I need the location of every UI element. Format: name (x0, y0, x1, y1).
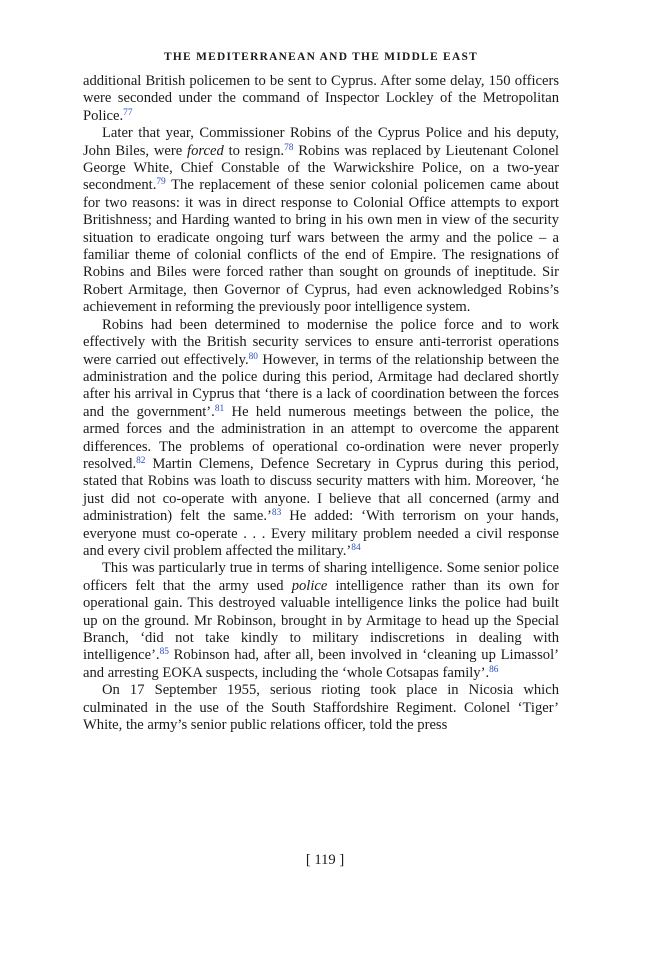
running-head: THE MEDITERRANEAN AND THE MIDDLE EAST (163, 51, 479, 63)
text-run: to resign. (223, 142, 285, 159)
text-run: This was particularly true in terms of sharing intelligence. Some senior police officers felt that the army used (83, 560, 559, 594)
text-run: Robins had been determined to modernise the police force and to work effectively with the British security services to ensure anti-terrorist operations were carried out effectively. (83, 316, 559, 368)
paragraph (83, 682, 559, 734)
text-run: However, in terms of the relationship between the administration and the police during this period, Armitage had declared shortly after his arrival in Cyprus that ‘there is a lack of coordination between the forces and the government’. (83, 351, 559, 420)
footnote-ref-82[interactable]: 82 (136, 455, 146, 466)
paragraph (83, 317, 559, 561)
footnote-ref-79[interactable]: 79 (156, 177, 166, 188)
paragraph (83, 73, 559, 125)
emphasis-text: police (291, 577, 328, 594)
emphasis-text: forced (187, 142, 224, 159)
body-text (83, 73, 559, 734)
text-run: He added: ‘With terrorism on your hands, everyone must co-operate . . . Every military problem needed a civil response and every civil problem affected the military.’ (83, 508, 559, 559)
footnote-ref-84[interactable]: 84 (351, 542, 361, 553)
footnote-ref-83[interactable]: 83 (271, 508, 282, 519)
paragraph (83, 560, 559, 682)
footnote-ref-81[interactable]: 81 (214, 403, 225, 414)
footnote-ref-80[interactable]: 80 (248, 351, 258, 362)
text-run: The replacement of these senior colonial policemen came about for two reasons: it was in direct response to Colonial Office attempts to export Britishness; and Harding wanted to bring in his own men in view of the security situation to eradicate ongoing turf wars between the army and the police – a familiar theme of colonial conflicts of the end of Empire. The resignations of Robins and Biles were forced rather than sought on grounds of ineptitude. Sir Robert Armitage, then Governor of Cyprus, had even acknowledged Robins’s achievement in reforming the previously poor intelligence system. (83, 177, 559, 316)
text-run: Robinson had, after all, been involved in ‘cleaning up Limassol’ and arresting EOKA suspects, including the ‘whole Cotsapas family’. (83, 647, 559, 681)
text-run: Robins was replaced by Lieutenant Colonel George White, Chief Constable of the Warwickshire Police, on a two-year secondment. (83, 142, 559, 194)
footnote-ref-78[interactable]: 78 (284, 142, 294, 153)
page-number: [ 119 ] (305, 852, 345, 868)
text-run: Martin Clemens, Defence Secretary in Cyprus during this period, stated that Robins was loath to discuss security matters with him. Moreover, ‘he just did not co-operate with anyone. I believe that all concerned (army and administration) felt the same.’ (83, 455, 559, 525)
footnote-ref-85[interactable]: 85 (159, 647, 169, 658)
footnote-ref-77[interactable]: 77 (123, 107, 133, 118)
footnote-ref-86[interactable]: 86 (489, 664, 499, 675)
text-run: On 17 September 1955, serious rioting took place in Nicosia which culminated in the use of the South Staffordshire Regiment. Colonel ‘Tiger’ White, the army’s senior public relations officer, told the press (83, 682, 559, 734)
text-run: intelligence rather than its own for operational gain. This destroyed valuable intelligence links the police had built up on the ground. Mr Robinson, brought in by Armitage to head up the Special Branch, ‘did not take kindly to military indiscretions in dealing with intelligence’. (83, 577, 559, 664)
text-run: Later that year, Commissioner Robins of the Cyprus Police and his deputy, John Biles, were (83, 125, 559, 159)
text-run: He held numerous meetings between the police, the armed forces and the administration in an attempt to overcome the apparent differences. The problems of operational co-ordination were never properly resolved. (83, 403, 559, 472)
page-content (83, 48, 559, 734)
text-run: additional British policemen to be sent to Cyprus. After some delay, 150 officers were seconded under the command of Inspector Lockley of the Metropolitan Police. (83, 73, 559, 124)
paragraph (83, 125, 559, 316)
